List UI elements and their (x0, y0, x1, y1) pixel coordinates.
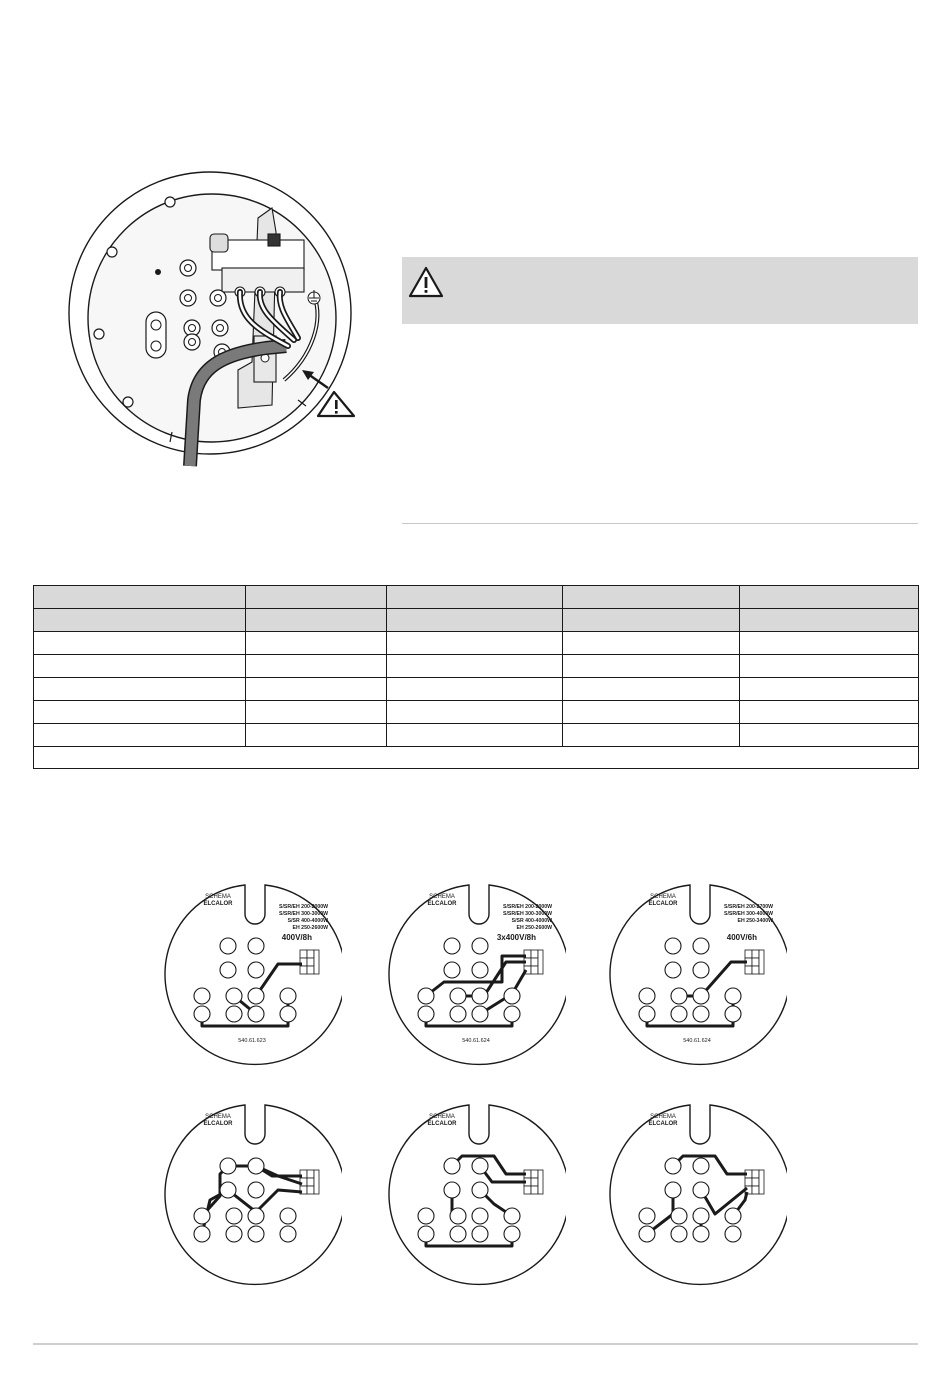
table-cell (563, 632, 740, 655)
table-cell (740, 586, 919, 609)
table-cell (563, 586, 740, 609)
table-cell (34, 609, 246, 632)
table-cell (386, 632, 563, 655)
terminal (504, 1006, 520, 1022)
terminal (280, 1226, 296, 1242)
schema-spec: EH 250-3400W (737, 918, 773, 924)
terminal (444, 962, 460, 978)
table-cell (563, 678, 740, 701)
terminal (472, 988, 488, 1004)
terminal-strip (745, 950, 759, 974)
schema-header: SCHEMA (205, 1114, 231, 1120)
table-cell (34, 724, 246, 747)
terminal (693, 1208, 709, 1224)
wiring-schema-diagram (160, 1104, 342, 1286)
schema-spec: S/SR/EH 300-3000W (278, 911, 328, 917)
terminal (693, 988, 709, 1004)
table-row (34, 678, 919, 701)
table-cell (740, 655, 919, 678)
schema-header: ELCALOR (427, 901, 457, 907)
schema-header: ELCALOR (427, 1121, 457, 1127)
terminal (226, 1226, 242, 1242)
table-cell (34, 701, 246, 724)
terminal (671, 1006, 687, 1022)
terminal (665, 1182, 681, 1198)
schema-voltage: 400V/6h (726, 933, 757, 942)
terminal (194, 988, 210, 1004)
schema-spec: S/SR/EH 200-2700W (723, 904, 773, 910)
terminal (418, 1208, 434, 1224)
schema-voltage: 3x400V/8h (496, 933, 536, 942)
schema-spec: EH 250-2600W (516, 925, 552, 931)
terminal (418, 1006, 434, 1022)
schema-header: SCHEMA (429, 1114, 455, 1120)
terminal (472, 1158, 488, 1174)
schema-header: SCHEMA (650, 1114, 676, 1120)
terminal (472, 938, 488, 954)
terminal (725, 1006, 741, 1022)
warning-icon (407, 265, 445, 299)
terminal (472, 962, 488, 978)
terminal (639, 1226, 655, 1242)
terminal (248, 1006, 264, 1022)
terminal (444, 1158, 460, 1174)
table-cell (563, 724, 740, 747)
table-cell (740, 609, 919, 632)
table-cell (563, 655, 740, 678)
table-cell (563, 701, 740, 724)
terminal (693, 938, 709, 954)
schema-code: 540.61.623 (238, 1038, 266, 1044)
terminal (226, 1006, 242, 1022)
terminal-strip (300, 950, 314, 974)
terminal (418, 1226, 434, 1242)
heater-flange-illustration (62, 170, 362, 470)
terminal (725, 1226, 741, 1242)
terminal (665, 962, 681, 978)
terminal (248, 962, 264, 978)
terminal (671, 1226, 687, 1242)
schema-spec: S/SR 400-4000W (287, 918, 328, 924)
schema-spec: S/SR/EH 200-2000W (278, 904, 328, 910)
schema-header: ELCALOR (648, 901, 678, 907)
schema-spec: S/SR/EH 200-2000W (502, 904, 552, 910)
terminal (665, 1158, 681, 1174)
terminal (639, 988, 655, 1004)
wiring-schema-diagram (605, 1104, 787, 1286)
table-cell (740, 724, 919, 747)
terminal (248, 988, 264, 1004)
terminal (472, 1226, 488, 1242)
terminal (248, 938, 264, 954)
terminal (444, 1182, 460, 1198)
table-cell (245, 701, 386, 724)
terminal (220, 938, 236, 954)
table-cell (245, 586, 386, 609)
table-cell (386, 724, 563, 747)
terminal (671, 988, 687, 1004)
terminal (226, 988, 242, 1004)
table-cell (245, 678, 386, 701)
footer-rule (33, 1343, 918, 1345)
terminal (194, 1226, 210, 1242)
table-header-row (34, 609, 919, 632)
schema-code: 540.61.624 (683, 1038, 711, 1044)
table-cell (386, 609, 563, 632)
terminal-strip (524, 1170, 538, 1194)
terminal (248, 1158, 264, 1174)
schema-header: SCHEMA (429, 894, 455, 900)
terminal (504, 1226, 520, 1242)
table-row (34, 655, 919, 678)
terminal (725, 1208, 741, 1224)
table-cell (386, 586, 563, 609)
terminal (693, 1006, 709, 1022)
terminal (280, 988, 296, 1004)
terminal (693, 962, 709, 978)
schema-header: SCHEMA (650, 894, 676, 900)
table-note-row (34, 747, 919, 769)
terminal (693, 1182, 709, 1198)
terminal (248, 1226, 264, 1242)
wiring-schema-diagram (160, 884, 342, 1066)
terminal (725, 988, 741, 1004)
terminal (693, 1226, 709, 1242)
terminal (639, 1006, 655, 1022)
terminal (220, 1158, 236, 1174)
table-note (34, 747, 919, 769)
table-cell (245, 632, 386, 655)
terminal (418, 988, 434, 1004)
schema-header: SCHEMA (205, 894, 231, 900)
wiring-schema-diagram (384, 884, 566, 1066)
terminal (665, 938, 681, 954)
terminal (639, 1208, 655, 1224)
warning-box (402, 257, 918, 324)
terminal (220, 962, 236, 978)
terminal (450, 988, 466, 1004)
terminal (450, 1006, 466, 1022)
table-cell (34, 586, 246, 609)
schema-header: ELCALOR (203, 1121, 233, 1127)
terminal-strip (300, 1170, 314, 1194)
terminal-strip (745, 1170, 759, 1194)
terminal (226, 1208, 242, 1224)
table-row (34, 701, 919, 724)
table-cell (563, 609, 740, 632)
terminal (472, 1182, 488, 1198)
terminal (280, 1006, 296, 1022)
wiring-schema-diagram (605, 884, 787, 1066)
table-cell (740, 678, 919, 701)
schema-spec: S/SR/EH 300-4000W (723, 911, 773, 917)
table-row (34, 632, 919, 655)
section-divider (402, 523, 918, 524)
schema-header: ELCALOR (203, 901, 233, 907)
schema-header: ELCALOR (648, 1121, 678, 1127)
terminal (504, 1208, 520, 1224)
terminal (248, 1208, 264, 1224)
table-cell (386, 678, 563, 701)
table-cell (34, 632, 246, 655)
terminal (450, 1208, 466, 1224)
spec-table (33, 585, 919, 769)
table-cell (245, 609, 386, 632)
wiring-schema-diagram (384, 1104, 566, 1286)
terminal (220, 1182, 236, 1198)
terminal (504, 988, 520, 1004)
table-cell (34, 678, 246, 701)
table-header-row (34, 586, 919, 609)
schema-spec: EH 250-2600W (292, 925, 328, 931)
table-cell (34, 655, 246, 678)
table-cell (386, 655, 563, 678)
table-row (34, 724, 919, 747)
terminal (280, 1208, 296, 1224)
table-cell (740, 632, 919, 655)
table-cell (245, 724, 386, 747)
terminal (472, 1006, 488, 1022)
terminal (671, 1208, 687, 1224)
terminal (472, 1208, 488, 1224)
table-cell (245, 655, 386, 678)
terminal (248, 1182, 264, 1198)
terminal (194, 1208, 210, 1224)
schema-spec: S/SR/EH 300-3000W (502, 911, 552, 917)
terminal (693, 1158, 709, 1174)
terminal (450, 1226, 466, 1242)
terminal (194, 1006, 210, 1022)
table-cell (740, 701, 919, 724)
schema-code: 540.61.624 (462, 1038, 490, 1044)
terminal (444, 938, 460, 954)
table-cell (386, 701, 563, 724)
schema-voltage: 400V/8h (281, 933, 312, 942)
schema-spec: S/SR 400-4000W (511, 918, 552, 924)
